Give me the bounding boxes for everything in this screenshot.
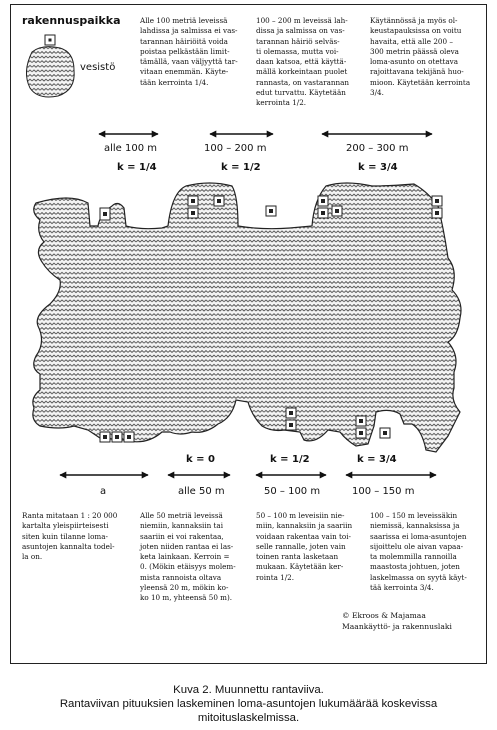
caption-line-2: Rantaviivan pituuksien laskeminen loma-asuntojen lukumäärää koskevissa (59, 698, 438, 710)
top-distance-2: 100 – 200 m (204, 143, 267, 154)
bottom-k-2: k = 1/2 (270, 454, 310, 465)
bottom-distance-1: alle 50 m (178, 486, 225, 497)
top-text-1: Alle 100 metriä leveissä lahdissa ja salmissa ei vas- tarannan häiriöitä voida poistaa pelkästään limit- tämällä, vaan väljyyttä tar- vitaan enemmän. Käyte- tään kerrointa 1/4. (140, 16, 238, 87)
top-distance-3: 200 – 300 m (346, 143, 409, 154)
bottom-distance-3: 100 – 150 m (352, 486, 415, 497)
bottom-k-1: k = 0 (186, 454, 215, 465)
bottom-distance-2: 50 – 100 m (264, 486, 321, 497)
copyright-note: © Ekroos & Majamaa Maankäyttö- ja rakennuslaki (342, 611, 452, 631)
top-k-2: k = 1/2 (221, 162, 261, 173)
bottom-text-2: Alle 50 metriä leveissä niemiin, kannaksiin tai saariin ei voi rakentaa, joten niiden rantaa ei las- keta lainkaan. Kerroin = 0. (Mökin etäisyys molem- mista rannoista oltava yleensä 20 m, mökin ko- ko 10 m, yhteensä 50 m). (140, 511, 236, 603)
legend-water-label: vesistö (80, 62, 116, 73)
top-k-3: k = 3/4 (358, 162, 398, 173)
plot-group-bottom-1 (100, 432, 134, 442)
bottom-text-4: 100 – 150 m leveissäkin niemissä, kannaksissa ja saarissa ei loma-asuntojen sijoittelu ole aivan vapaa- ta molemmilla rannoilla maastosta johtuen, joten laskelmassa on syytä käyt- tää kerrointa 3/4. (370, 511, 467, 593)
caption-line-3: mitoituslaskelmissa. (197, 712, 300, 724)
top-distance-1: alle 100 m (104, 143, 158, 154)
legend-water-blob (26, 47, 74, 97)
figure-caption (0, 683, 497, 725)
top-text-3: Käytännössä ja myös ol- keustapauksissa on voitu havaita, että alle 200 – 300 metrin päässä oleva loma-asunto on otettava rajoittavana tekijänä huo- mioon. Käytetään kerrointa 3/4. (370, 16, 471, 98)
bottom-distance-a: a (100, 486, 107, 497)
water-body (33, 183, 461, 452)
caption-line-1: Kuva 2. Muunnettu rantaviiva. (173, 684, 324, 696)
top-k-1: k = 1/4 (117, 162, 157, 173)
legend-title: rakennuspaikka (22, 14, 121, 27)
plot-group-top-1 (100, 208, 110, 220)
top-text-2: 100 – 200 m leveissä lah- dissa ja salmissa on vas- tarannan häiriö selväs- ti olemassa, mutta voi- daan katsoa, että käyttä- mällä korkeintaan puolet rannasta, on vastarannan edut turvattu. Käytetään kerrointa 1/2. (256, 16, 350, 108)
bottom-k-3: k = 3/4 (357, 454, 397, 465)
bottom-text-3: 50 – 100 m leveisiin nie- miin, kannaksiin ja saariin voidaan rakentaa vain toi- selle rannalle, joten vain toinen ranta lasketaan mukaan. Käytetään ker- rointa 1/2. (256, 511, 353, 582)
bottom-text-1: Ranta mitataan 1 : 20 000 kartalta yleispiirteisesti siten kuin tilanne loma- asuntojen kannalta todel- la on. (22, 511, 118, 562)
